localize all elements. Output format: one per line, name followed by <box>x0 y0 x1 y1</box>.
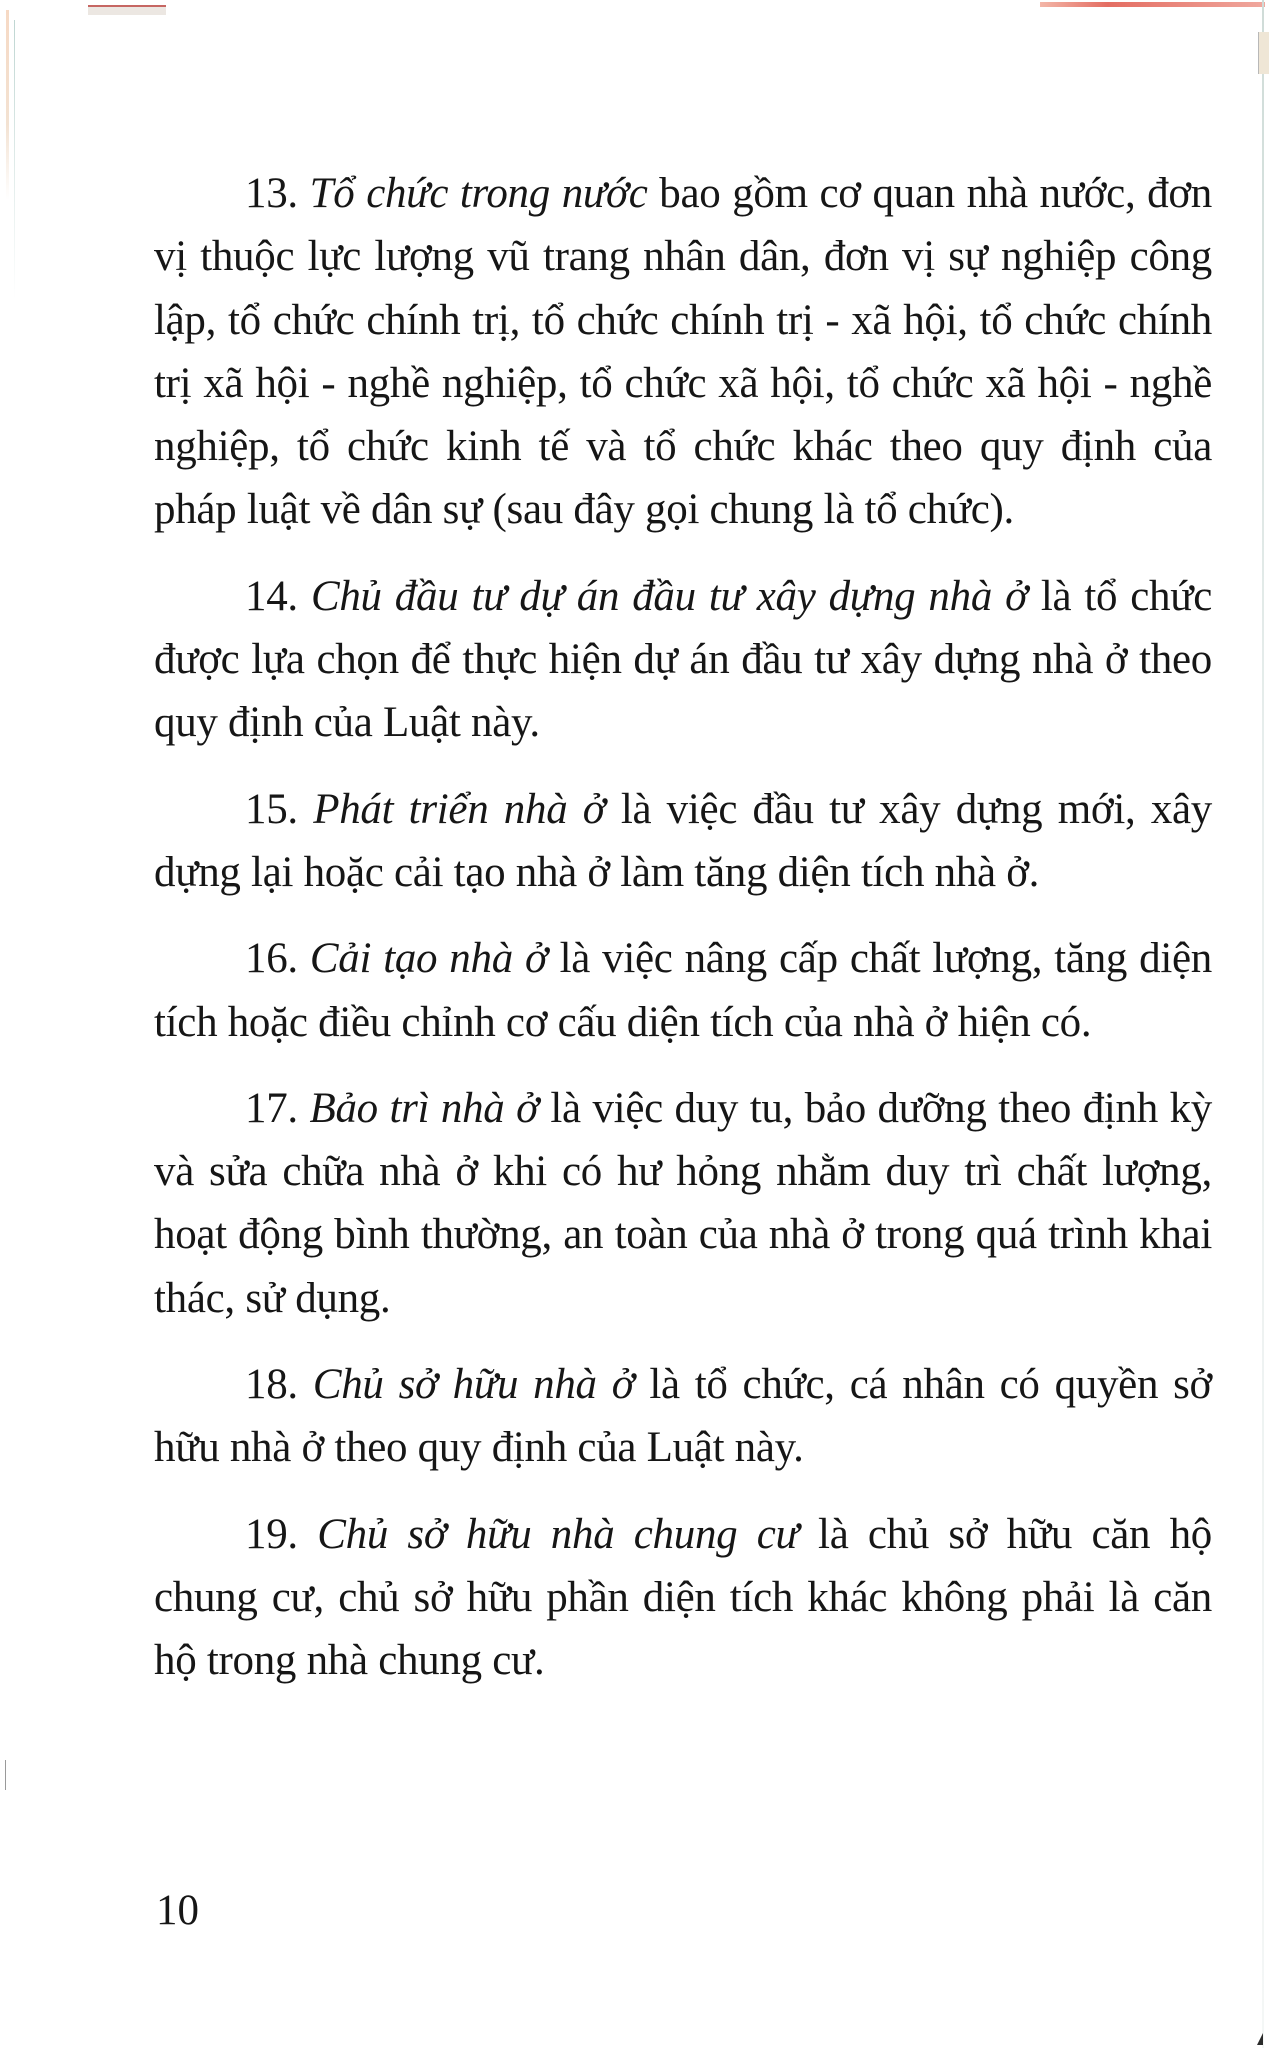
definition-text: là việc duy tu, bảo dưỡng theo định kỳ và sửa chữa nhà ở khi có hư hỏng nhằm duy trì chất lượng, hoạt động bình thường, an toàn của nhà ở trong quá trình khai thác, sử dụng. <box>154 1084 1212 1322</box>
defined-term: Bảo trì nhà ở <box>309 1084 539 1132</box>
page-body <box>154 162 1212 1693</box>
defined-term: Chủ đầu tư dự án đầu tư xây dựng nhà ở <box>310 572 1028 620</box>
scan-right-fold <box>1258 32 1269 74</box>
scan-edge-mark <box>5 1760 6 1790</box>
definition-text: bao gồm cơ quan nhà nước, đơn vị thuộc lực lượng vũ trang nhân dân, đơn vị sự nghiệp công lập, tổ chức chính trị, tổ chức chính trị - xã hội, tổ chức chính trị xã hội - nghề nghiệp, tổ chức xã hội, tổ chức xã hội - nghề nghiệp, tổ chức kinh tế và tổ chức khác theo quy định của pháp luật về dân sự (sau đây gọi chung là tổ chức). <box>154 170 1213 534</box>
defined-term: Phát triển nhà ở <box>313 785 606 833</box>
clause-number: 16. <box>245 935 298 983</box>
definition-paragraph-18 <box>154 1353 1212 1480</box>
definition-text: là việc đầu tư xây dựng mới, xây dựng lại hoặc cải tạo nhà ở làm tăng diện tích nhà ở. <box>154 785 1213 896</box>
clause-number: 13. <box>245 170 298 217</box>
definition-paragraph-16 <box>154 927 1212 1054</box>
definition-text: là việc nâng cấp chất lượng, tăng diện tích hoặc điều chỉnh cơ cấu diện tích của nhà ở hiện có. <box>154 935 1213 1046</box>
scan-edge-left <box>6 10 9 200</box>
defined-term: Chủ sở hữu nhà chung cư <box>317 1510 799 1558</box>
clause-number: 15. <box>245 785 298 833</box>
defined-term: Tổ chức trong nước <box>309 170 648 217</box>
definition-paragraph-14 <box>154 565 1212 755</box>
scan-top-left-tab <box>88 5 166 15</box>
scan-top-right-bar <box>1040 2 1265 7</box>
scan-corner-mark <box>1257 2033 1263 2045</box>
definition-text: là tổ chức được lựa chọn để thực hiện dự án đầu tư xây dựng nhà ở theo quy định của Luật này. <box>154 572 1213 747</box>
definition-paragraph-19 <box>154 1503 1212 1693</box>
scan-edge-line <box>14 20 15 300</box>
clause-number: 18. <box>245 1361 298 1409</box>
definition-text: là tổ chức, cá nhân có quyền sở hữu nhà ở theo quy định của Luật này. <box>154 1361 1212 1472</box>
clause-number: 19. <box>245 1510 298 1558</box>
defined-term: Cải tạo nhà ở <box>309 935 548 983</box>
clause-number: 14. <box>245 572 298 620</box>
clause-number: 17. <box>245 1084 298 1132</box>
defined-term: Chủ sở hữu nhà ở <box>312 1361 635 1409</box>
definition-paragraph-15 <box>154 778 1212 905</box>
page-number: 10 <box>156 1887 199 1934</box>
definition-paragraph-13 <box>154 162 1212 542</box>
definition-paragraph-17 <box>154 1077 1212 1330</box>
definition-text: là chủ sở hữu căn hộ chung cư, chủ sở hữu phần diện tích khác không phải là căn hộ trong nhà chung cư. <box>154 1510 1212 1685</box>
scan-right-edge <box>1262 0 1264 2048</box>
